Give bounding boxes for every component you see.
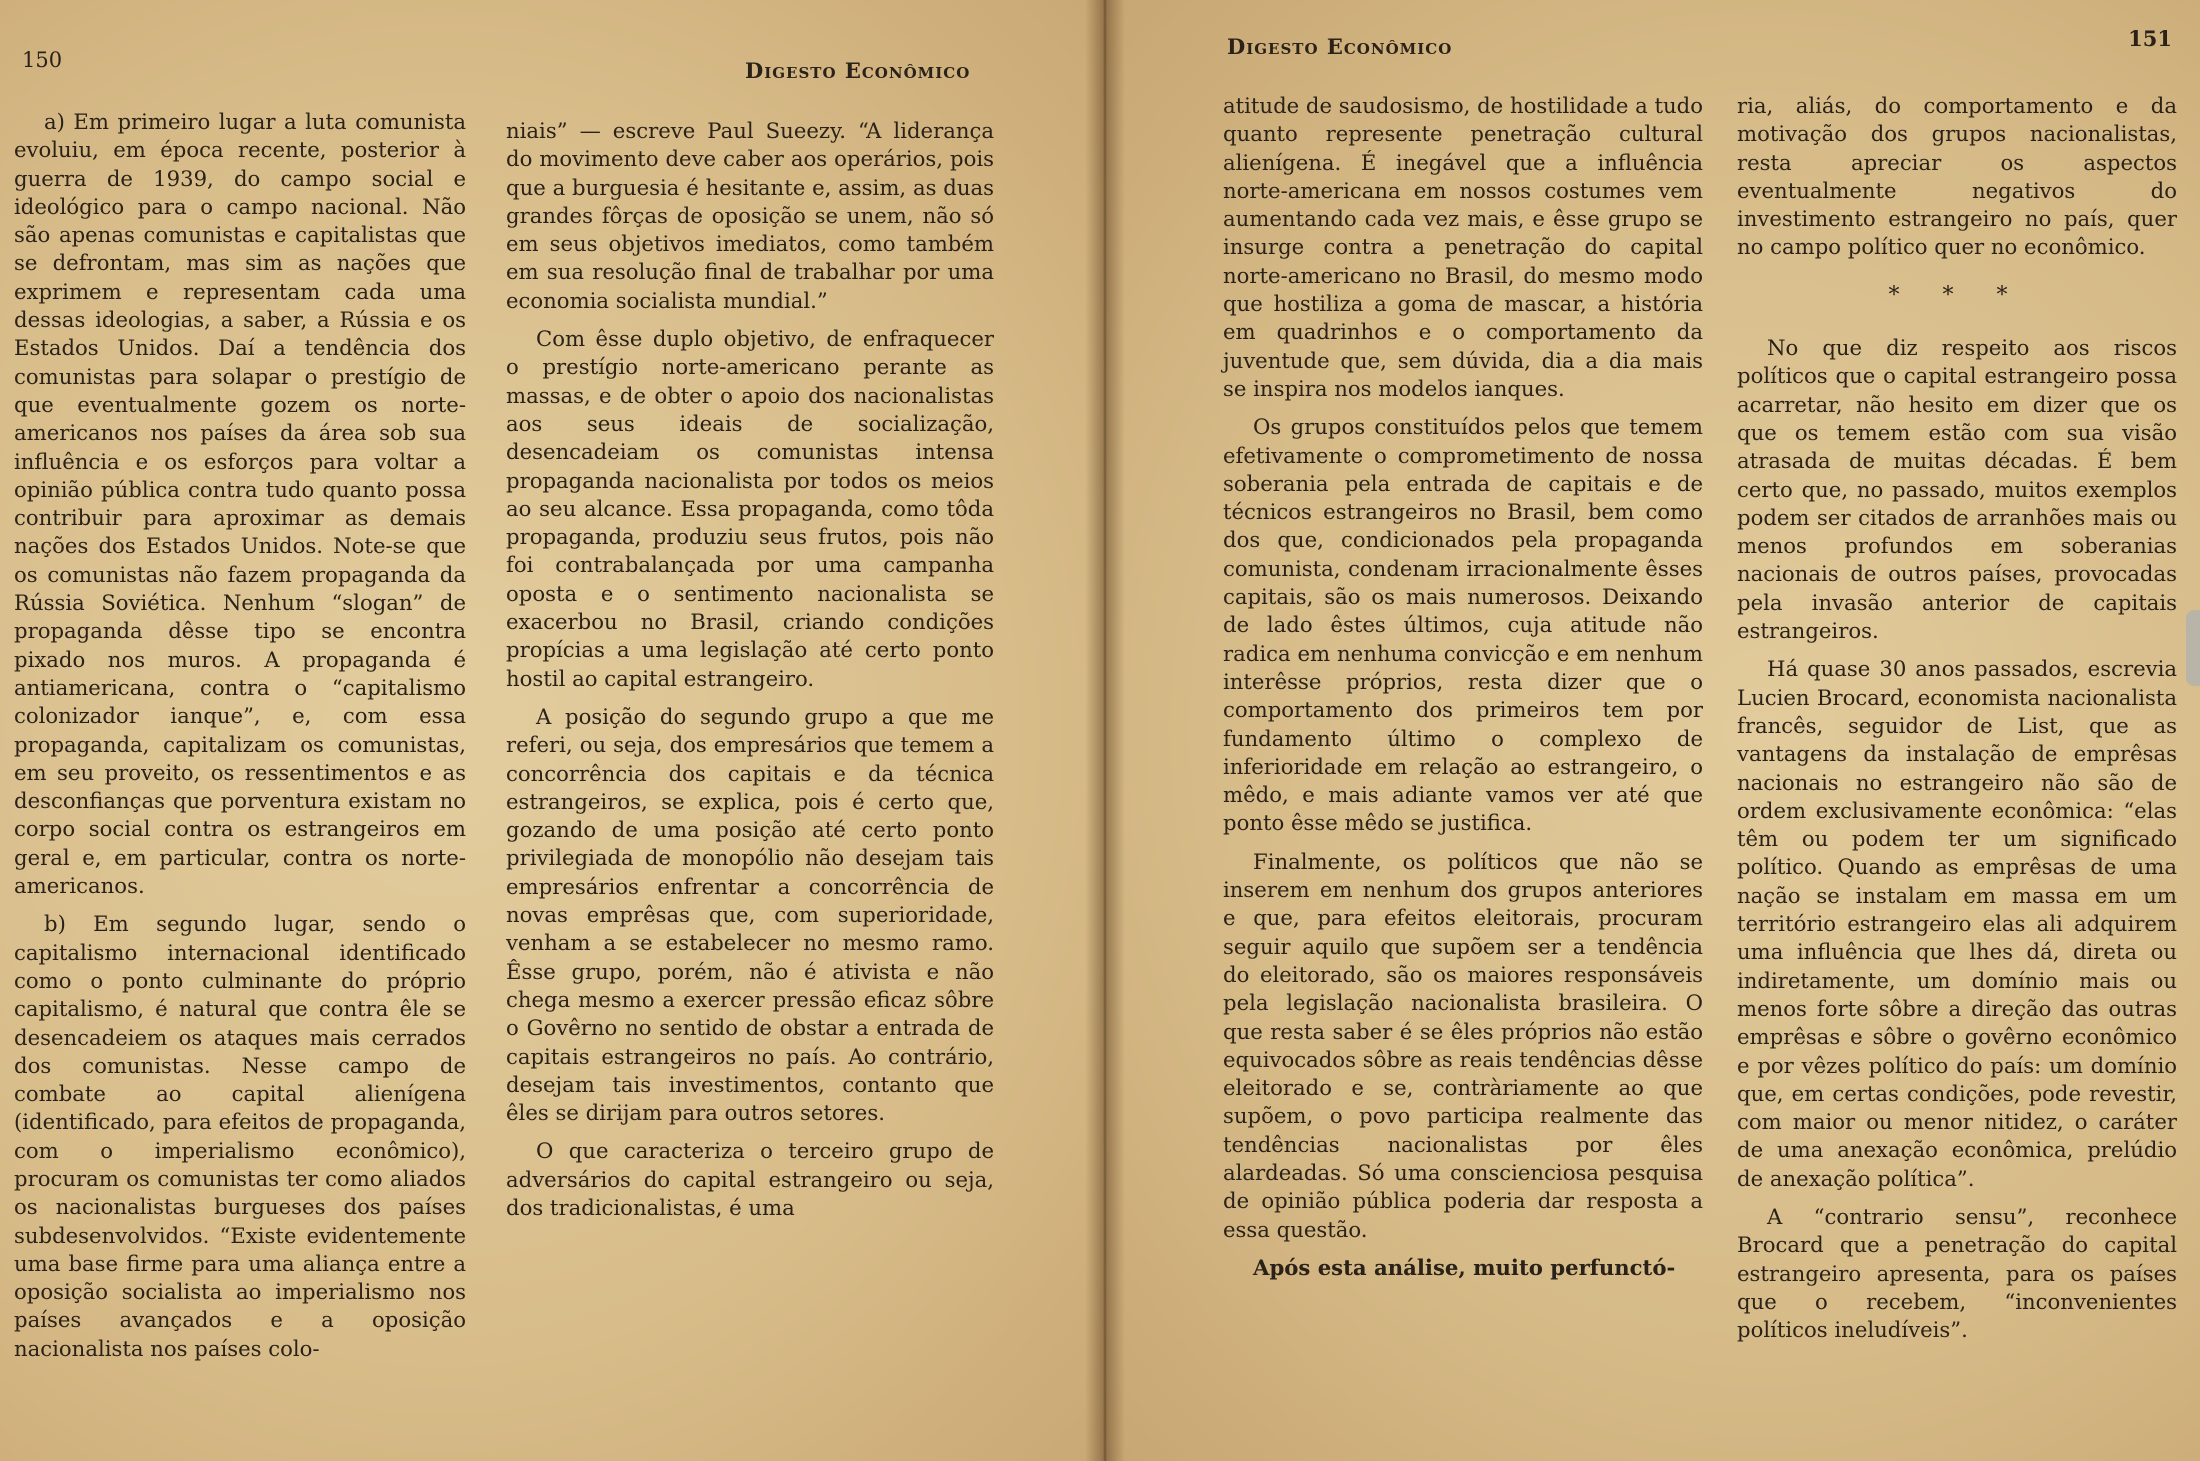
- paragraph: A “contrario sensu”, reconhece Brocard que a penetração do capital estrangeiro apresenta, para os países que o recebem, “inconvenientes políticos ineludíveis”.: [1737, 1203, 2177, 1343]
- paragraph: Os grupos constituídos pelos que temem efetivamente o comprometimento de nossa soberania pela entrada de capitais e de técnicos estrangeiros no Brasil, bem como dos que, condicionados pela propaganda comunista, condenam irracionalmente êsses capitais, são os mais numerosos. Deixando de lado êstes últimos, cuja atitude não radica em nenhuma convicção e em nenhum interêsse próprios, resta dizer que o comportamento dos primeiros tem por fundamento último o complexo de inferioridade em relação ao estrangeiro, o mêdo, e mais adiante vamos ver até que ponto êsse mêdo se justifica.: [1223, 414, 1703, 836]
- page-tab-marker: [2186, 610, 2200, 686]
- column-1: [14, 108, 466, 1373]
- column-4: [1737, 92, 2177, 1354]
- paragraph: Há quase 30 anos passados, escrevia Lucien Brocard, economista nacionalista francês, seguidor de List, que as vantagens da instalação de emprêsas nacionais no estrangeiro não são de ordem exclusivamente econômica: “elas têm ou podem ter um significado político. Quando as emprêsas de uma nação se instalam em massa em um território estrangeiro elas ali adquirem uma influência que lhes dá, direta ou indiretamente, um domínio mais ou menos forte sôbre a direção das outras emprêsas e sôbre o govêrno econômico e por vêzes político do país: um domínio que, em certas condições, pode revestir, com maior ou menor nitidez, o caráter de uma anexação econômica, prelúdio de anexação política”.: [1737, 656, 2177, 1191]
- paragraph: atitude de saudosismo, de hostilidade a tudo quanto represente penetração cultural alienígena. É inegável que a influência norte-americana em nossos costumes vem aumentando cada vez mais, e êsse grupo se insurge contra a penetração do capital norte-americano no Brasil, do mesmo modo que hostiliza a goma de mascar, a história em quadrinhos e o comportamento da juventude que, sem dúvida, dia a dia mais se inspira nos modelos ianques.: [1223, 93, 1703, 401]
- paragraph: Com êsse duplo objetivo, de enfraquecer o prestígio norte-americano perante as massas, e de obter o apoio dos nacionalistas aos seus ideais de socialização, desencadeiam os comunistas intensa propaganda nacionalista por todos os meios ao seu alcance. Essa propaganda, como tôda propaganda, produziu seus frutos, pois não foi contrabalançada por uma campanha oposta e o sentimento nacionalista se exacerbou no Brasil, criando condições propícias a uma legislação até certo ponto hostil ao capital estrangeiro.: [506, 326, 994, 691]
- paragraph: b) Em segundo lugar, sendo o capitalismo internacional identificado como o ponto culminante do próprio capitalismo, é natural que contra êle se desencadeiem os ataques mais cerrados dos comunistas. Nesse campo de combate ao capital alienígena (identificado, para efeitos de propaganda, com o imperialismo econômico), procuram os comunistas ter como aliados os nacionalistas burgueses dos países subdesenvolvidos. “Existe evidentemente uma base firme para uma aliança entre a oposição socialista ao imperialismo nos países avançados e a oposição nacionalista nos países colo-: [14, 911, 466, 1361]
- section-separator: * * *: [1888, 282, 2026, 308]
- paragraph: No que diz respeito aos riscos políticos que o capital estrangeiro possa acarretar, não hesito em dizer que os que os temem estão com sua visão atrasada de muitas décadas. É bem certo que, no passado, muitos exemplos podem ser citados de arranhões mais ou menos profundos em soberanias nacionais de outros países, provocadas pela invasão anterior de capitais estrangeiros.: [1737, 335, 2177, 644]
- running-head-right: Digesto Econômico: [1227, 34, 1453, 59]
- paragraph: ria, aliás, do comportamento e da motivação dos grupos nacionalistas, resta apreciar os aspectos eventualmente negativos do investimento estrangeiro no país, quer no campo político quer no econômico.: [1737, 93, 2177, 260]
- running-head-left: Digesto Econômico: [745, 58, 971, 83]
- right-page: [1105, 0, 2200, 1461]
- paragraph: Finalmente, os políticos que não se inserem em nenhum dos grupos anteriores e que, para efeitos eleitorais, procuram seguir aquilo que supõem ser a tendência do eleitorado, são os maiores responsáveis pela legislação nacionalista brasileira. O que resta saber é se êles próprios não estão equivocados sôbre as reais tendências dêsse eleitorado e se, contràriamente ao que supõem, o povo participa realmente das tendências nacionalistas por êles alardeadas. Só uma conscienciosa pesquisa de opinião pública poderia dar resposta a essa questão.: [1223, 848, 1703, 1242]
- paragraph: O que caracteriza o terceiro grupo de adversários do capital estrangeiro ou seja, dos tradicionalistas, é uma: [506, 1138, 994, 1220]
- paragraph: Após esta análise, muito perfunctó-: [1253, 1254, 1676, 1280]
- paragraph: A posição do segundo grupo a que me referi, ou seja, dos empresários que temem a concorrência dos capitais e da técnica estrangeiros, se explica, pois é certo que, gozando de uma posição até certo ponto privilegiada de monopólio não desejam tais empresários enfrentar a concorrência de novas emprêsas que, com superioridade, venham a se estabelecer no mesmo ramo. Êsse grupo, porém, não é ativista e não chega mesmo a exercer pressão eficaz sôbre o Govêrno no sentido de obstar a entrada de capitais estrangeiros no país. Ao contrário, desejam tais investimentos, contanto que êles se dirijam para outros setores.: [506, 703, 994, 1126]
- page-number-right: 151: [2128, 26, 2172, 51]
- page-number-left: 150: [22, 48, 63, 72]
- book-gutter: [1085, 0, 1125, 1461]
- column-3: [1223, 92, 1703, 1292]
- paragraph: a) Em primeiro lugar a luta comunista evoluiu, em época recente, posterior à guerra de 1939, do campo social e ideológico para o campo nacional. Não são apenas comunistas e capitalistas que se defrontam, mas sim as nações que exprimem e representam cada uma dessas ideologias, a saber, a Rússia e os Estados Unidos. Daí a tendência dos comunistas para solapar o prestígio de que eventualmente gozem os norte-americanos nos países da área sob sua influência e os esforços para voltar a opinião pública contra tudo quanto possa contribuir para aproximar as demais nações dos Estados Unidos. Note-se que os comunistas não fazem propaganda da Rússia Soviética. Nenhum “slogan” de propaganda dêsse tipo se encontra pixado nos muros. A propaganda é antiamericana, contra o “capitalismo colonizador ianque”, e, com essa propaganda, capitalizam os comunistas, em seu proveito, os ressentimentos e as desconfianças que porventura existam no corpo social contra os estrangeiros em geral e, em particular, contra os norte-americanos.: [14, 109, 466, 899]
- paragraph: niais” — escreve Paul Sueezy. “A liderança do movimento deve caber aos operários, pois que a burguesia é hesitante e, assim, as duas grandes fôrças de oposição se unem, não só em seus objetivos imediatos, como também em sua resolução final de trabalhar por uma economia socialista mundial.”: [506, 118, 994, 313]
- column-2: [506, 117, 994, 1232]
